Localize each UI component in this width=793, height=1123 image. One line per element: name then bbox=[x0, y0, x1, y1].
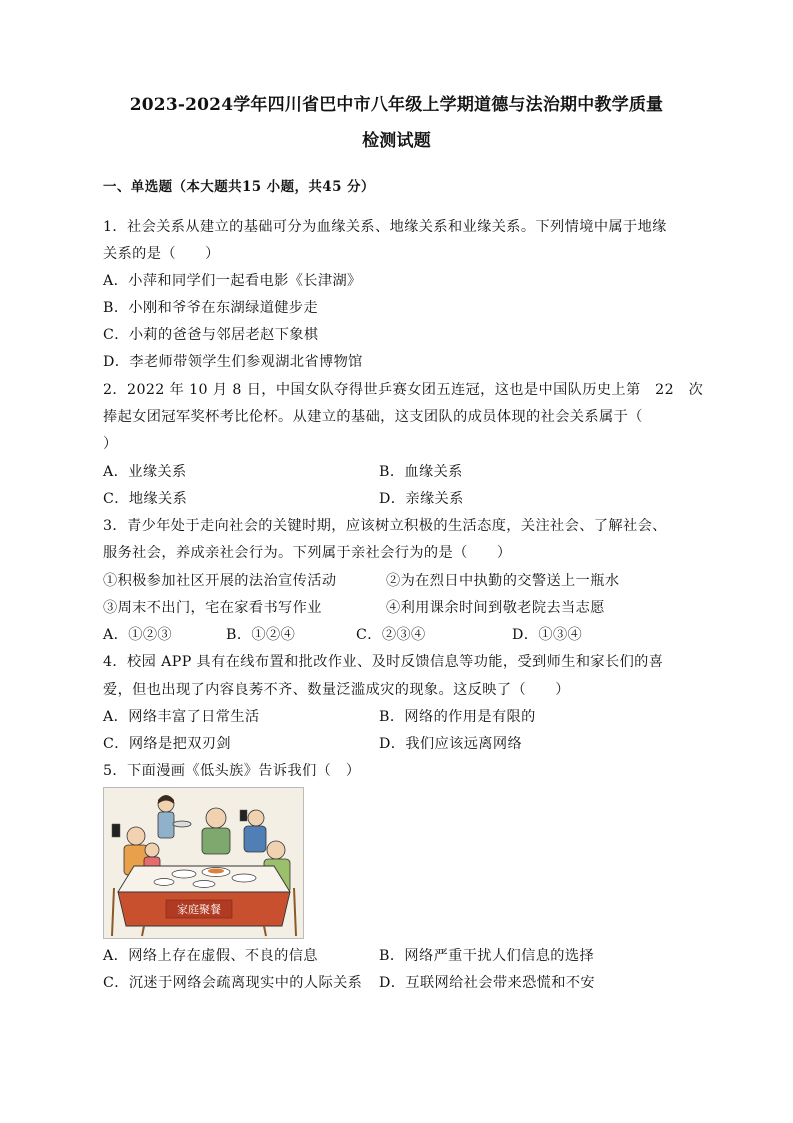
option: A．业缘关系 bbox=[103, 464, 187, 480]
option: C．网络是把双刃剑 bbox=[103, 736, 231, 752]
option: A．网络上存在虚假、不良的信息 bbox=[103, 948, 318, 964]
question-stem: 4．校园 APP 具有在线布置和批改作业、及时反馈信息等功能，受到师生和家长们的喜 bbox=[103, 654, 664, 670]
document-title-line1: 2023-2024学年四川省巴中市八年级上学期道德与法治期中教学质量 bbox=[129, 95, 664, 115]
statement-item: ①积极参加社区开展的法治宣传活动 bbox=[103, 573, 337, 589]
option: D．互联网给社会带来恐慌和不安 bbox=[379, 975, 596, 991]
option: C．地缘关系 bbox=[103, 491, 188, 507]
question-stem: 3．青少年处于走向社会的关键时期，应该树立积极的生活态度，关注社会、了解社会、 bbox=[103, 518, 667, 534]
option: C．沉迷于网络会疏离现实中的人际关系 bbox=[103, 975, 363, 991]
document-title-line2: 检测试题 bbox=[362, 131, 431, 151]
option: B．①②④ bbox=[226, 627, 296, 643]
option: B．网络的作用是有限的 bbox=[379, 709, 536, 725]
statement-item: ②为在烈日中执勤的交警送上一瓶水 bbox=[386, 573, 620, 589]
option: B．血缘关系 bbox=[379, 464, 463, 480]
option: C．②③④ bbox=[356, 627, 426, 643]
question-stem: 爱，但也出现了内容良莠不齐、数量泛滥成灾的现象。这反映了（ ） bbox=[103, 682, 570, 698]
statement-item: ③周末不出门，宅在家看书写作业 bbox=[103, 600, 322, 616]
question-stem: ） bbox=[103, 436, 118, 452]
statement-item: ④利用课余时间到敬老院去当志愿 bbox=[386, 600, 605, 616]
question-stem: 服务社会，养成亲社会行为。下列属于亲社会行为的是（ ） bbox=[103, 545, 512, 561]
option: D．亲缘关系 bbox=[379, 491, 464, 507]
section-heading: 一、单选题（本大题共15 小题，共45 分） bbox=[103, 179, 375, 195]
cartoon-image bbox=[103, 787, 304, 939]
option: B．网络严重干扰人们信息的选择 bbox=[379, 948, 595, 964]
option: D．李老师带领学生们参观湖北省博物馆 bbox=[103, 354, 363, 370]
option: C．小莉的爸爸与邻居老赵下象棋 bbox=[103, 327, 319, 343]
cartoon-caption: 家庭聚餐 bbox=[177, 903, 221, 916]
question-stem: 捧起女团冠军奖杯考比伦杯。从建立的基础，这支团队的成员体现的社会关系属于（ bbox=[103, 409, 643, 425]
question-stem: 关系的是（ ） bbox=[103, 246, 220, 262]
option: A．①②③ bbox=[103, 627, 172, 643]
option: A．网络丰富了日常生活 bbox=[103, 709, 260, 725]
option: B．小刚和爷爷在东湖绿道健步走 bbox=[103, 300, 319, 316]
question-stem: 5．下面漫画《低头族》告诉我们（ ） bbox=[103, 763, 361, 779]
option: D．我们应该远离网络 bbox=[379, 736, 523, 752]
option: D．①③④ bbox=[512, 627, 583, 643]
question-stem: 2．2022 年 10 月 8 日，中国女队夺得世乒赛女团五连冠，这也是中国队历史上第 22 次 bbox=[103, 382, 704, 398]
option: A．小萍和同学们一起看电影《长津湖》 bbox=[103, 273, 362, 289]
question-stem: 1．社会关系从建立的基础可分为血缘关系、地缘关系和业缘关系。下列情境中属于地缘 bbox=[103, 219, 667, 235]
